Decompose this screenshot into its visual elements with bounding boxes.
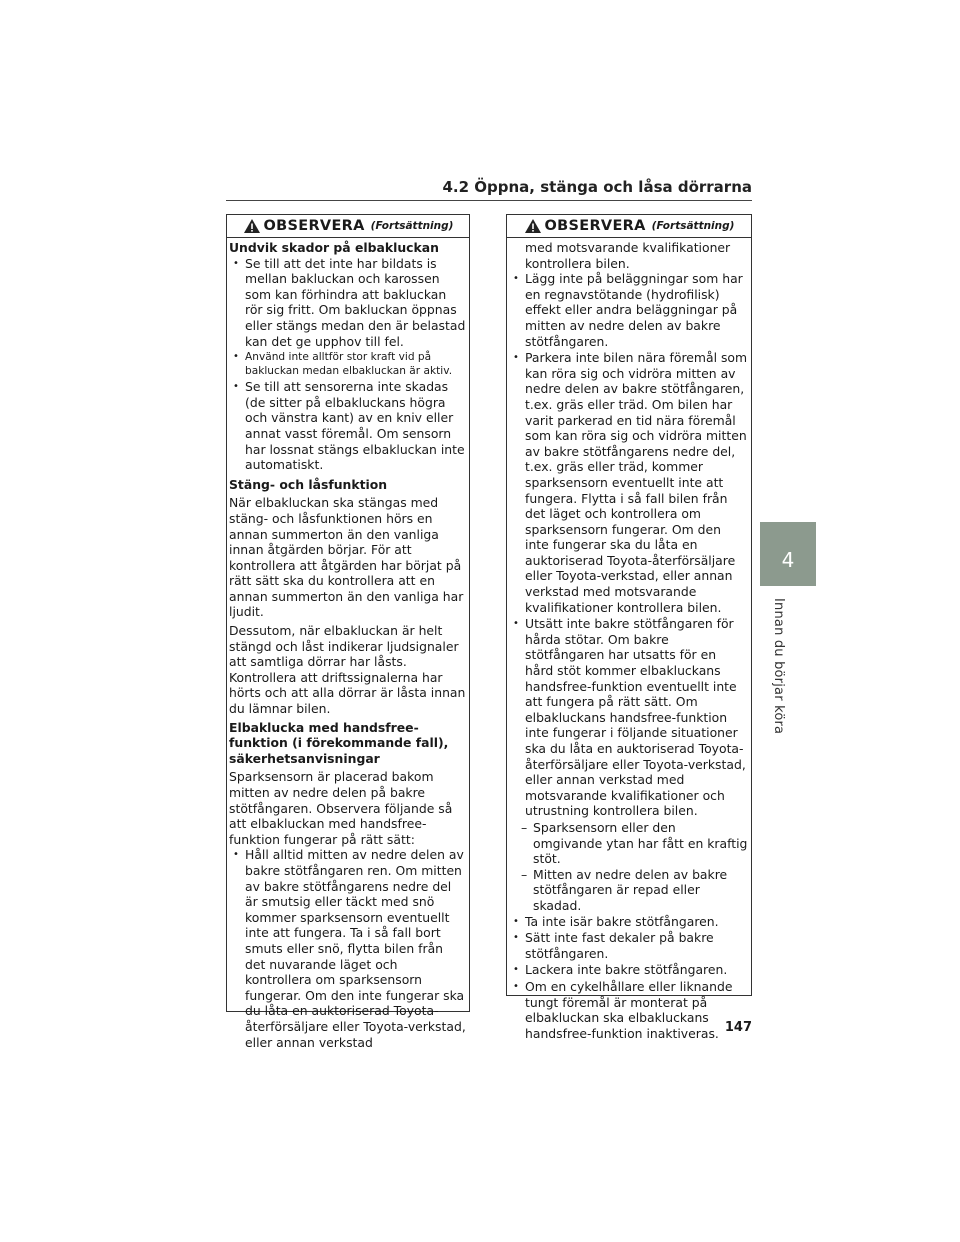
caution-label: OBSERVERA bbox=[263, 218, 365, 234]
caution-content bbox=[227, 238, 469, 1050]
continued-label: (Fortsättning) bbox=[651, 220, 735, 232]
chapter-label: Innan du börjar köra bbox=[771, 598, 786, 735]
caution-header bbox=[227, 215, 469, 238]
bullet-item: • Se till att det inte har bildats is mellan bakluckan och karossen som kan förhindra att bakluckan rör sig fritt. Om bakluckan öppnas eller stängs medan den är belastad kan det ge upphov till fel. bbox=[229, 256, 466, 350]
dash-item-text: Sparksensorn eller den omgivande ytan har fått en kraftig stöt. bbox=[533, 819, 748, 867]
subheading: Stäng- och låsfunktion bbox=[229, 476, 388, 492]
bullet-item: • Sätt inte fast dekaler på bakre stötfångaren. bbox=[509, 930, 748, 961]
caution-header bbox=[507, 215, 751, 238]
continued-text: med motsvarande kvalifikationer kontrollera bilen. bbox=[525, 240, 731, 271]
bullet-item: • Utsätt inte bakre stötfångaren för hårda stötar. Om bakre stötfångaren har utsatts för en hård stöt kommer elbakluckans handsfree-funktion eventuellt inte att fungera på rätt sätt. Om elbakluckans handsfree-funktion inte fungerar i följande situationer ska du låta en auktoriserad Toyota-återförsäljare eller Toyota-verkstad, eller annan verkstad med motsvarande kvalifikationer och utrustning kontrollera bilen. bbox=[509, 616, 748, 819]
dash-item-text: Mitten av nedre delen av bakre stötfångaren är repad eller skadad. bbox=[533, 866, 728, 913]
chapter-tab bbox=[760, 522, 816, 586]
bullet-item: • Lägg inte på beläggningar som har en regnavstötande (hydrofilisk) effekt eller andra beläggningar på mitten av nedre delen av bakre stötfångaren. bbox=[509, 271, 748, 349]
caution-box-left bbox=[226, 214, 470, 1050]
warning-icon bbox=[243, 218, 261, 234]
dash-item: – Sparksensorn eller den omgivande ytan har fått en kraftig stöt. bbox=[521, 819, 748, 867]
header-divider bbox=[226, 200, 752, 201]
section-title: 4.2 Öppna, stänga och låsa dörrarna bbox=[442, 178, 752, 196]
warning-icon bbox=[524, 218, 542, 234]
continued-label: (Fortsättning) bbox=[370, 220, 454, 232]
bullet-item: • Ta inte isär bakre stötfångaren. bbox=[509, 914, 748, 930]
page-number: 147 bbox=[724, 1020, 752, 1035]
bullet-item: • Använd inte alltför stor kraft vid på bakluckan medan elbakluckan är aktiv. bbox=[229, 350, 466, 378]
caution-content bbox=[507, 238, 751, 1041]
bullet-item: • Se till att sensorerna inte skadas (de sitter på elbakluckans högra och vänstra kant) av en kniv eller annat vasst föremål. Om sensorn har lossnat stängs elbakluckan inte automatiskt. bbox=[229, 379, 466, 473]
chapter-number: 4 bbox=[781, 548, 795, 572]
subheading: Elbaklucka med handsfree-funktion (i förekommande fall), säkerhetsanvisningar bbox=[229, 719, 449, 766]
bullet-item: • Om en cykelhållare eller liknande tungt föremål är monterat på elbakluckan ska elbakluckans handsfree-funktion inaktiveras. bbox=[509, 979, 748, 1041]
paragraph: Dessutom, när elbakluckan är helt stängd och låst indikerar ljudsignaler att samtliga dörrar har låsts. Kontrollera att driftssignalerna har hörts och att alla dörrar är låsta innan du lämnar bilen. bbox=[229, 623, 466, 717]
bullet-item: • Håll alltid mitten av nedre delen av bakre stötfångaren ren. Om mitten av bakre stötfångarens nedre del är smutsig eller täckt med snö kommer sparksensorn eventuellt inte att fungera. Ta i så fall bort smuts eller snö, flytta bilen från det nuvarande läget och kontrollera om sparksensorn fungerar. Om den inte fungerar ska du låta en auktoriserad Toyota-återförsäljare eller Toyota-verkstad, eller annan verkstad bbox=[229, 847, 466, 1050]
caution-label: OBSERVERA bbox=[544, 218, 646, 234]
paragraph: När elbakluckan ska stängas med stäng- och låsfunktionen hörs en annan summerton än den vanliga innan åtgärden börjar. För att kontrollera att åtgärden har börjat på rätt sätt ska du kontrollera att en annan summerton än den vanliga har ljudit. bbox=[229, 495, 464, 620]
subheading: Undvik skador på elbakluckan bbox=[229, 240, 439, 255]
dash-item: – Mitten av nedre delen av bakre stötfångaren är repad eller skadad. bbox=[521, 866, 728, 913]
paragraph: Sparksensorn är placerad bakom mitten av nedre delen på bakre stötfångaren. Observera följande så att elbakluckan med handsfree-funktion fungerar på rätt sätt: bbox=[229, 769, 453, 847]
bullet-item: • Parkera inte bilen nära föremål som kan röra sig och vidröra mitten av nedre delen av bakre stötfångaren, t.ex. gräs eller träd. Om bilen har varit parkerad en tid nära föremål som kan röra sig och vidröra mitten av bakre stötfångarens nedre del, t.ex. gräs eller träd, kommer sparksensorn eventuellt inte att fungera. Flytta i så fall bilen från det läget och kontrollera om sparksensorn fungerar. Om den inte fungerar ska du låta en auktoriserad Toyota-återförsäljare eller Toyota-verkstad, eller annan verkstad med motsvarande kvalifikationer kontrollera bilen. bbox=[509, 350, 748, 615]
bullet-item: • Lackera inte bakre stötfångaren. bbox=[509, 962, 748, 978]
